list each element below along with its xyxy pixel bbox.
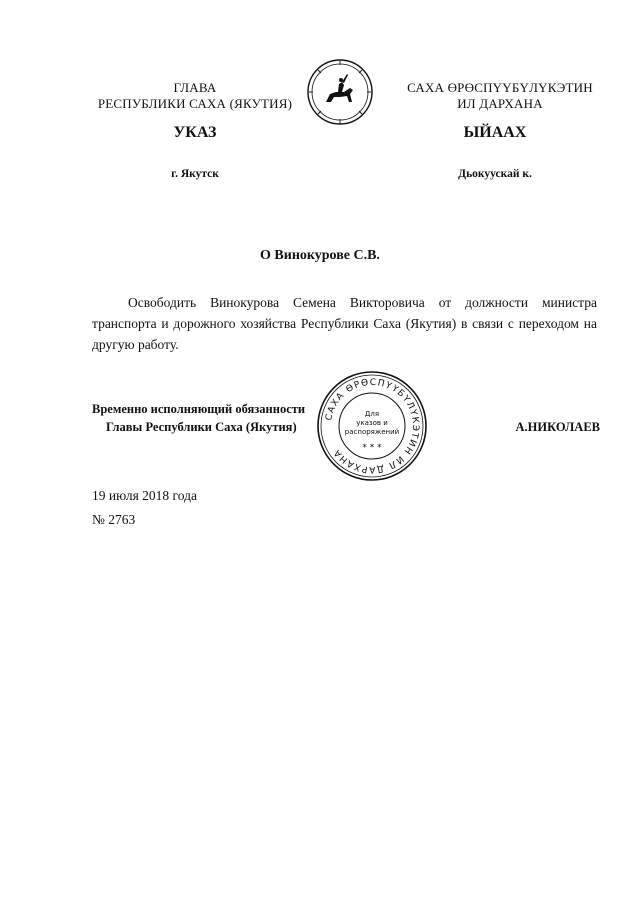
stamp-stars: * * * <box>362 443 382 453</box>
stamp-center-line1: Для <box>364 410 380 418</box>
signature-position-line1: Временно исполняющий обязанности <box>92 402 306 416</box>
decree-number: № 2763 <box>92 512 136 527</box>
city-left: г. Якутск <box>171 168 219 180</box>
header-left <box>80 80 310 112</box>
title-yiaakh: ЫЙААХ <box>463 124 527 141</box>
title-ukaz: УКАЗ <box>173 124 217 141</box>
header-right <box>385 80 615 112</box>
official-stamp <box>316 370 428 482</box>
decree-paragraph: Освободить Винокурова Семена Викторовича от должности министра транспорта и дорожного хозяйства Республики Саха (Якутия) в связи с переходом на другую работу. <box>92 295 597 352</box>
signatory-name: А.НИКОЛАЕВ <box>515 420 600 434</box>
stamp-center-line2: указов и <box>356 419 388 427</box>
decree-date: 19 июля 2018 года <box>92 488 197 503</box>
stamp-center-line3: распоряжений <box>344 428 400 436</box>
coat-of-arms-emblem <box>306 58 374 126</box>
city-right: Дьокуускай к. <box>458 168 532 180</box>
decree-subject: О Винокурове С.В. <box>260 248 380 263</box>
signature-position-line2: Главы Республики Саха (Якутия) <box>106 420 297 434</box>
header-right-line1: САХА ӨРӨСПҮҮБҮЛҮКЭТИН <box>407 80 593 95</box>
header-right-line2: ИЛ ДАРХАНА <box>457 96 543 111</box>
stamp-ring-text: САХА ӨРӨСПҮҮБҮЛҮКЭТИН ИЛ ДАРХАНА <box>324 377 421 475</box>
header-left-line1: ГЛАВА <box>173 80 217 95</box>
header-left-line2: РЕСПУБЛИКИ САХА (ЯКУТИЯ) <box>97 96 293 111</box>
